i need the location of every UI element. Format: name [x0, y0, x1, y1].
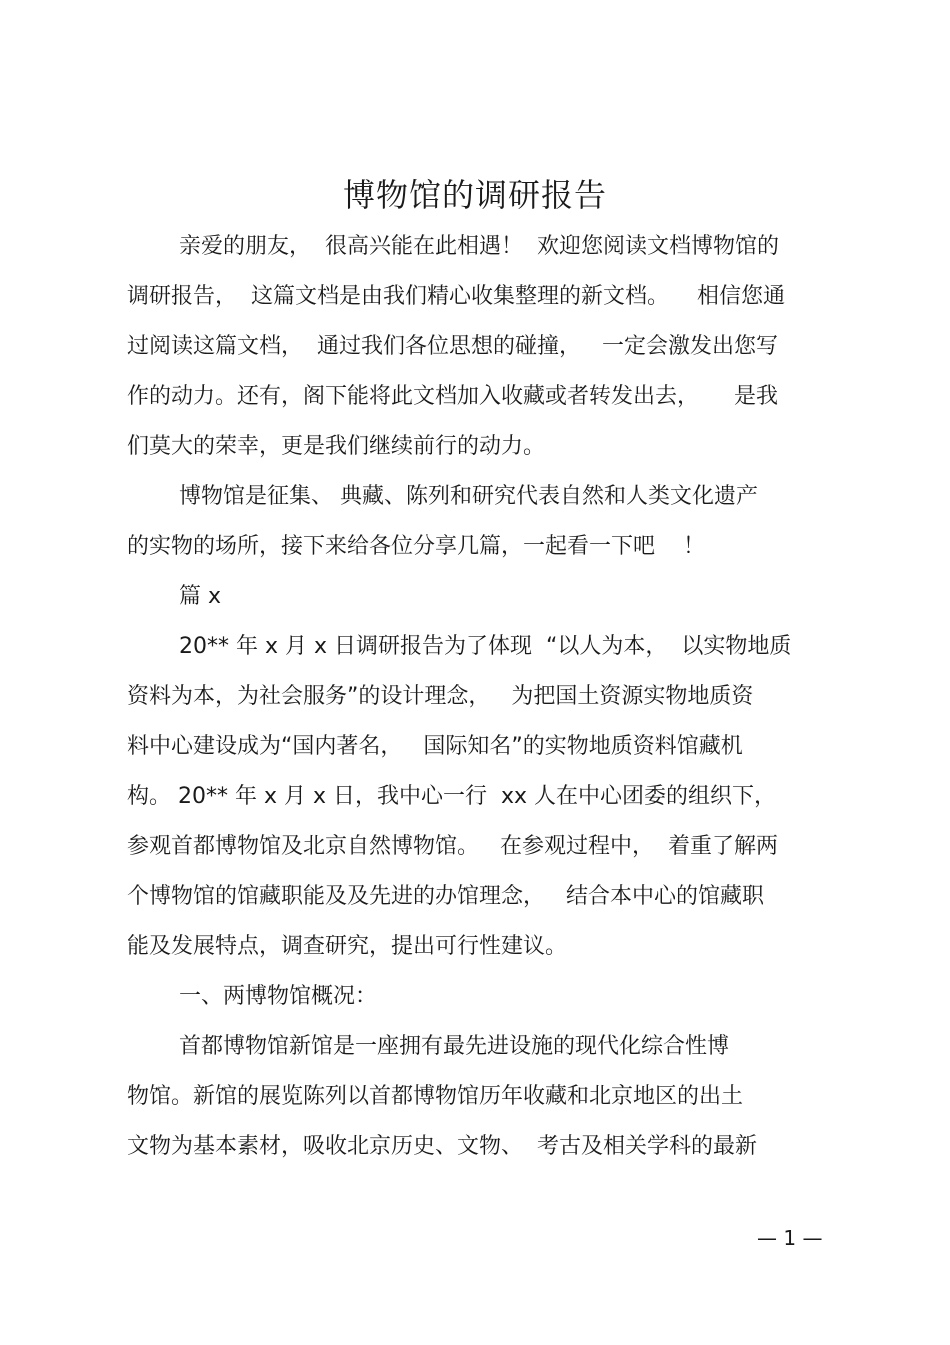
paragraph-line: 过阅读这篇文档， 通过我们各位思想的碰撞， 一定会激发出您写	[127, 334, 778, 359]
paragraph-line: 的实物的场所，接下来给各位分享几篇，一起看一下吧 ！	[127, 534, 705, 559]
paragraph-line: 博物馆是征集、 典藏、陈列和研究代表自然和人类文化遗产	[179, 484, 758, 509]
paragraph-line: 文物为基本素材，吸收北京历史、文物、 考古及相关学科的最新	[127, 1134, 757, 1159]
paragraph-line: 们莫大的荣幸，更是我们继续前行的动力。	[127, 434, 546, 459]
paragraph-line: 构。 20** 年 x 月 x 日，我中心一行 xx 人在中心团委的组织下，	[127, 784, 777, 809]
paragraph-line: 能及发展特点，调查研究，提出可行性建议。	[127, 934, 568, 959]
body-text	[127, 222, 837, 1172]
section-heading: 一、两博物馆概况：	[179, 984, 378, 1009]
paragraph-line: 参观首都博物馆及北京自然博物馆。 在参观过程中， 着重了解两	[127, 834, 778, 859]
paragraph-line: 20** 年 x 月 x 日调研报告为了体现 “以人为本， 以实物地质	[179, 634, 792, 659]
page-title: 博物馆的调研报告	[342, 176, 607, 214]
paragraph-line: 亲爱的朋友， 很高兴能在此相遇！ 欢迎您阅读文档博物馆的	[179, 234, 779, 259]
paragraph-line: 料中心建设成为“国内著名， 国际知名”的实物地质资料馆藏机	[127, 734, 743, 759]
paragraph-line: 资料为本，为社会服务”的设计理念， 为把国土资源实物地质资	[127, 684, 754, 709]
paragraph-line: 作的动力。还有，阁下能将此文档加入收藏或者转发出去， 是我	[127, 384, 778, 409]
paragraph-line: 首都博物馆新馆是一座拥有最先进设施的现代化综合性博	[179, 1034, 730, 1059]
paragraph-line: 调研报告， 这篇文档是由我们精心收集整理的新文档。 相信您通	[127, 284, 785, 309]
paragraph-line: 个博物馆的馆藏职能及及先进的办馆理念， 结合本中心的馆藏职	[127, 884, 764, 909]
section-heading: 篇 x	[179, 584, 222, 609]
paragraph-line: 物馆。新馆的展览陈列以首都博物馆历年收藏和北京地区的出土	[127, 1084, 744, 1109]
page-number: — 1 —	[757, 1226, 823, 1250]
